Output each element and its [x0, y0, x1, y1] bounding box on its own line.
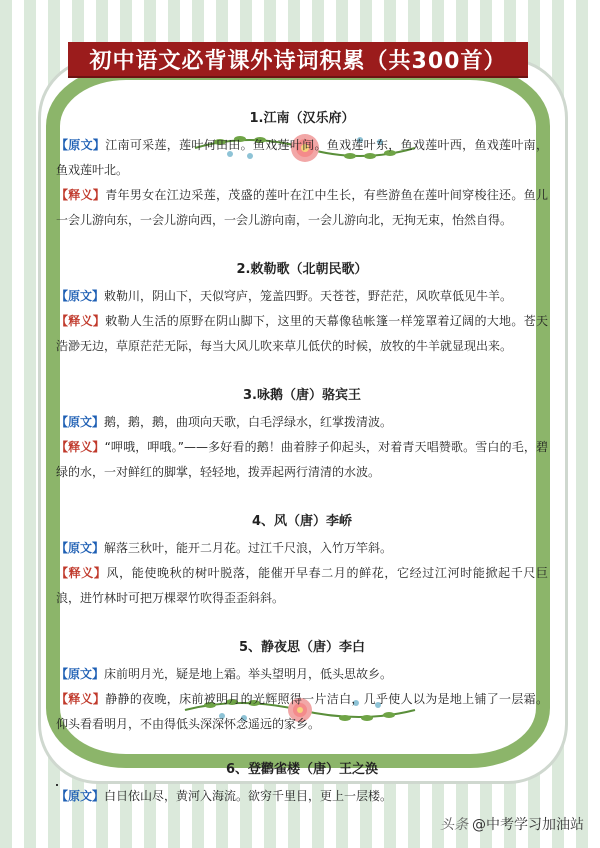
- watermark: [440, 814, 584, 834]
- original-tag: 【原文】: [56, 415, 105, 429]
- explain-tag: 【释义】: [56, 566, 107, 580]
- poem-title: 4、风（唐）李峤: [251, 514, 353, 529]
- poem-list: [56, 100, 548, 809]
- poem-2: [56, 257, 548, 359]
- poem-original: 【原文】解落三秋叶，能开二月花。过江千尺浪，入竹万竿斜。: [56, 541, 393, 555]
- poem-explanation: 【释义】静静的夜晚，床前被明月的光辉照得一片洁白，几乎使人以为是地上铺了一层霜。仰头看看明月，不由得低头深深怀念遥远的家乡。: [56, 692, 548, 731]
- explain-tag: 【释义】: [56, 188, 106, 202]
- account-name: @中考学习加油站: [472, 817, 584, 833]
- original-tag: 【原文】: [56, 289, 105, 303]
- poem-original: 【原文】床前明月光，疑是地上霜。举头望明月，低头思故乡。: [56, 667, 393, 681]
- poem-5: [56, 635, 548, 737]
- poem-title: 5、静夜思（唐）李白: [238, 640, 366, 655]
- poem-4: [56, 509, 548, 611]
- poem-explanation: 【释义】“呷哦，呷哦。”——多好看的鹅！曲着脖子仰起头，对着青天唱赞歌。雪白的毛，碧绿的水，一对鲜红的脚掌，轻轻地，拨弄起两行清清的水波。: [56, 440, 548, 479]
- poem-3: [56, 383, 548, 485]
- poem-title: 6、登鹳雀楼（唐）王之涣: [225, 762, 379, 777]
- poem-6: [56, 757, 548, 809]
- original-tag: 【原文】: [56, 667, 105, 681]
- poem-original: 【原文】敕勒川，阴山下，天似穹庐，笼盖四野。天苍苍，野茫茫，风吹草低见牛羊。: [56, 289, 513, 303]
- poem-title: 3.咏鹅（唐）骆宾王: [243, 388, 361, 403]
- original-tag: 【原文】: [56, 789, 105, 803]
- poem-original: 【原文】白日依山尽，黄河入海流。欲穷千里目，更上一层楼。: [56, 789, 393, 803]
- brand-logo: 头条: [440, 817, 468, 833]
- original-tag: 【原文】: [56, 541, 105, 555]
- explain-tag: 【释义】: [56, 314, 106, 328]
- poem-explanation: 【释义】风，能使晚秋的树叶脱落，能催开早春二月的鲜花，它经过江河时能掀起千尺巨浪，进竹林时可把万棵翠竹吹得歪歪斜斜。: [56, 566, 548, 605]
- page-title: 初中语文必背课外诗词积累（共300首）: [68, 42, 528, 76]
- poem-original: 【原文】江南可采莲，莲叶何田田。鱼戏莲叶间。鱼戏莲叶东，鱼戏莲叶西，鱼戏莲叶南，鱼戏莲叶北。: [56, 138, 548, 177]
- poem-original: 【原文】鹅，鹅，鹅，曲项向天歌，白毛浮绿水，红掌拨清波。: [56, 415, 393, 429]
- poem-title: 2.敕勒歌（北朝民歌）: [236, 262, 368, 277]
- poem-explanation: 【释义】敕勒人生活的原野在阴山脚下，这里的天幕像毡帐篷一样笼罩着辽阔的大地。苍天浩渺无边，草原茫茫无际，每当大风儿吹来草儿低伏的时候，放牧的牛羊就显现出来。: [56, 314, 548, 353]
- poem-title: 1.江南（汉乐府）: [249, 111, 355, 126]
- explain-tag: 【释义】: [56, 440, 105, 454]
- poem-1: [56, 106, 548, 233]
- stray-dot: [56, 784, 58, 786]
- original-tag: 【原文】: [56, 138, 106, 152]
- explain-tag: 【释义】: [56, 692, 106, 706]
- poem-explanation: 【释义】青年男女在江边采莲，茂盛的莲叶在江中生长，有些游鱼在莲叶间穿梭往还。鱼儿一会儿游向东，一会儿游向西，一会儿游向南，一会儿游向北，无拘无束，怡然自得。: [56, 188, 548, 227]
